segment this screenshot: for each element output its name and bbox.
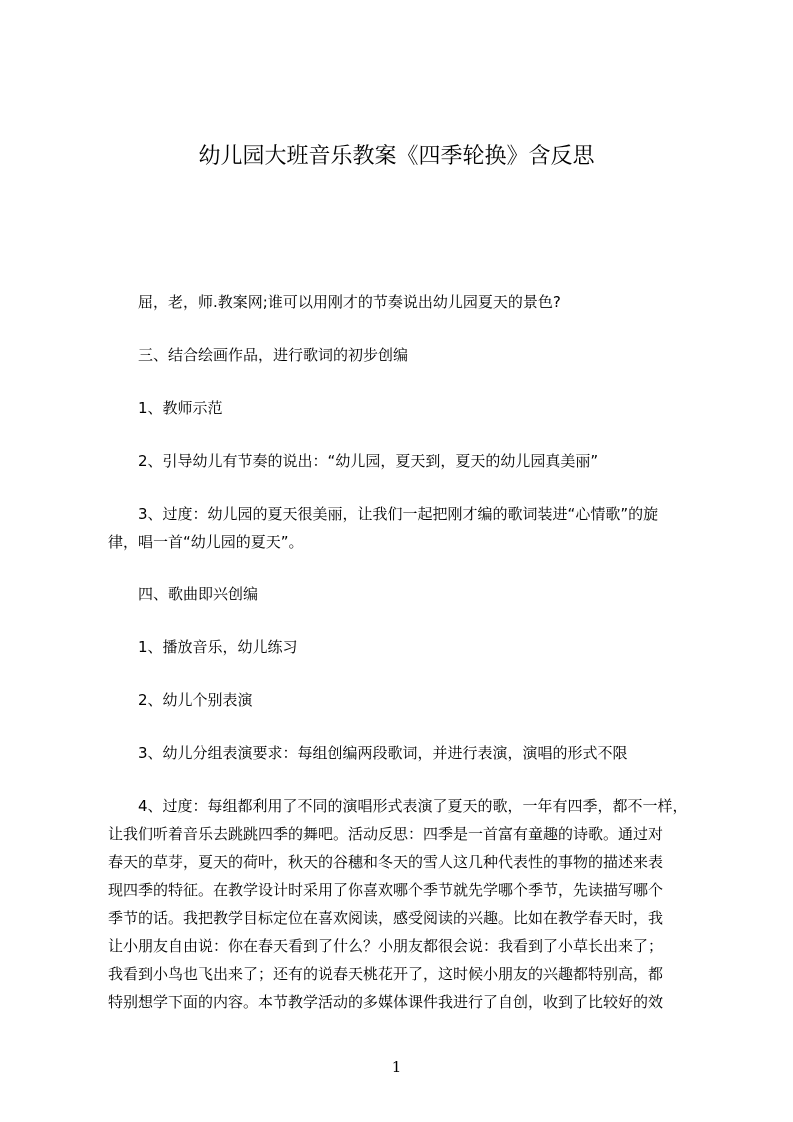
list-item: 2、引导幼儿有节奏的说出：“幼儿园，夏天到，夏天的幼儿园真美丽” (138, 452, 599, 470)
reflection-paragraph (108, 796, 688, 1012)
list-item: 2、幼儿个别表演 (138, 691, 253, 709)
paragraph-line: 律，唱一首“幼儿园的夏天”。 (108, 533, 304, 551)
paragraph-line: 季节的话。我把教学目标定位在喜欢阅读，感受阅读的兴趣。比如在教学春天时，我 (108, 909, 664, 927)
section-heading-4: 四、歌曲即兴创编 (138, 585, 259, 603)
section-heading-3: 三、结合绘画作品，进行歌词的初步创编 (138, 346, 409, 364)
paragraph-line: 现四季的特征。在教学设计时采用了你喜欢哪个季节就先学哪个季节，先读描写哪个 (108, 881, 664, 899)
paragraph-line: 让我们听着音乐去跳跳四季的舞吧。活动反思：四季是一首富有童趣的诗歌。通过对 (108, 825, 664, 843)
list-item: 1、播放音乐，幼儿练习 (138, 638, 298, 656)
paragraph-1: 屈，老，师.教案网;谁可以用刚才的节奏说出幼儿园夏天的景色? (138, 293, 561, 311)
paragraph-line: 让小朋友自由说：你在春天看到了什么？小朋友都很会说：我看到了小草长出来了； (108, 937, 664, 955)
page-number: 1 (391, 1058, 402, 1076)
paragraph-line: 4、过度：每组都利用了不同的演唱形式表演了夏天的歌，一年有四季，都不一样， (138, 797, 688, 815)
list-item: 3、幼儿分组表演要求：每组创编两段歌词，并进行表演，演唱的形式不限 (138, 744, 628, 762)
list-item: 1、教师示范 (138, 399, 223, 417)
paragraph-line: 我看到小鸟也飞出来了；还有的说春天桃花开了，这时候小朋友的兴趣都特别高，都 (108, 965, 664, 983)
paragraph-line: 特别想学下面的内容。本节教学活动的多媒体课件我进行了自创，收到了比较好的效 (108, 993, 664, 1011)
paragraph-line: 3、过度：幼儿园的夏天很美丽，让我们一起把刚才编的歌词装进“心情歌”的旋 (138, 505, 659, 523)
paragraph-line: 春天的草芽，夏天的荷叶，秋天的谷穗和冬天的雪人这几种代表性的事物的描述来表 (108, 853, 664, 871)
document-title: 幼儿园大班音乐教案《四季轮换》含反思 (198, 144, 595, 169)
